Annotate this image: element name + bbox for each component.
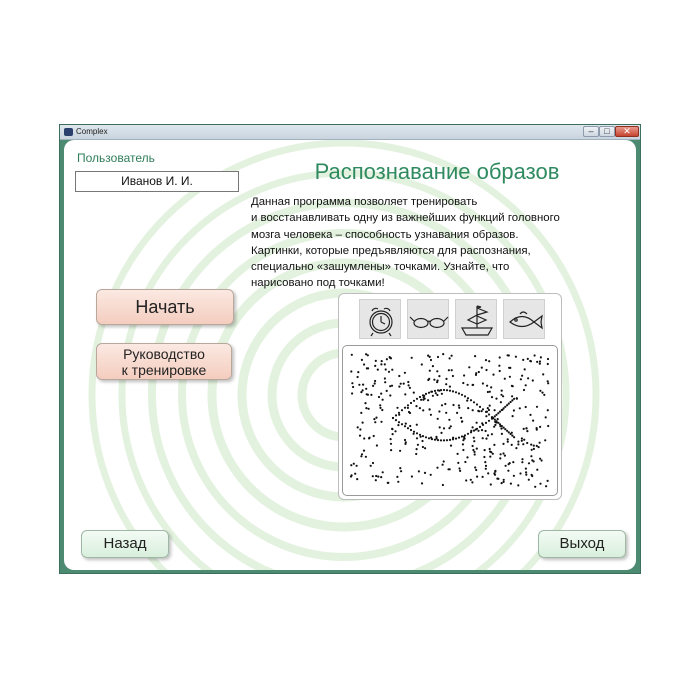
thumbnail-alarm-clock bbox=[359, 299, 401, 339]
window-title: Complex bbox=[76, 127, 108, 136]
guide-button[interactable]: Руководство к тренировке bbox=[96, 343, 232, 380]
user-name-field[interactable]: Иванов И. И. bbox=[75, 171, 239, 192]
thumbnail-ship bbox=[455, 299, 497, 339]
fish-icon bbox=[504, 300, 546, 340]
app-icon bbox=[64, 128, 73, 136]
start-button[interactable]: Начать bbox=[96, 289, 234, 325]
main-panel bbox=[64, 140, 636, 570]
close-button[interactable]: ✕ bbox=[615, 126, 639, 137]
thumbnail-glasses bbox=[407, 299, 449, 339]
minimize-button[interactable]: – bbox=[583, 126, 599, 137]
noisy-image-panel bbox=[342, 345, 558, 496]
user-label: Пользователь bbox=[77, 151, 155, 165]
title-bar bbox=[60, 125, 640, 140]
sample-panel bbox=[338, 293, 562, 500]
app-window bbox=[59, 124, 641, 574]
back-button[interactable]: Назад bbox=[81, 530, 169, 558]
noisy-dots-image bbox=[343, 346, 557, 495]
page-title: Распознавание образов bbox=[314, 159, 560, 184]
description-text: Данная программа позволяет тренировать и восстанавливать одну из важнейших функций головного мозга человека – способность узнавания образов. Картинки, которые предъявляются для распознания, специально «зашумлены» точками. Узнайте, что нарисовано под точками! bbox=[251, 196, 560, 290]
maximize-button[interactable]: □ bbox=[599, 126, 615, 137]
thumbnail-fish bbox=[503, 299, 545, 339]
alarm-clock-icon bbox=[360, 300, 402, 340]
glasses-icon bbox=[408, 300, 450, 340]
ship-icon bbox=[456, 300, 498, 340]
exit-button[interactable]: Выход bbox=[538, 530, 626, 558]
